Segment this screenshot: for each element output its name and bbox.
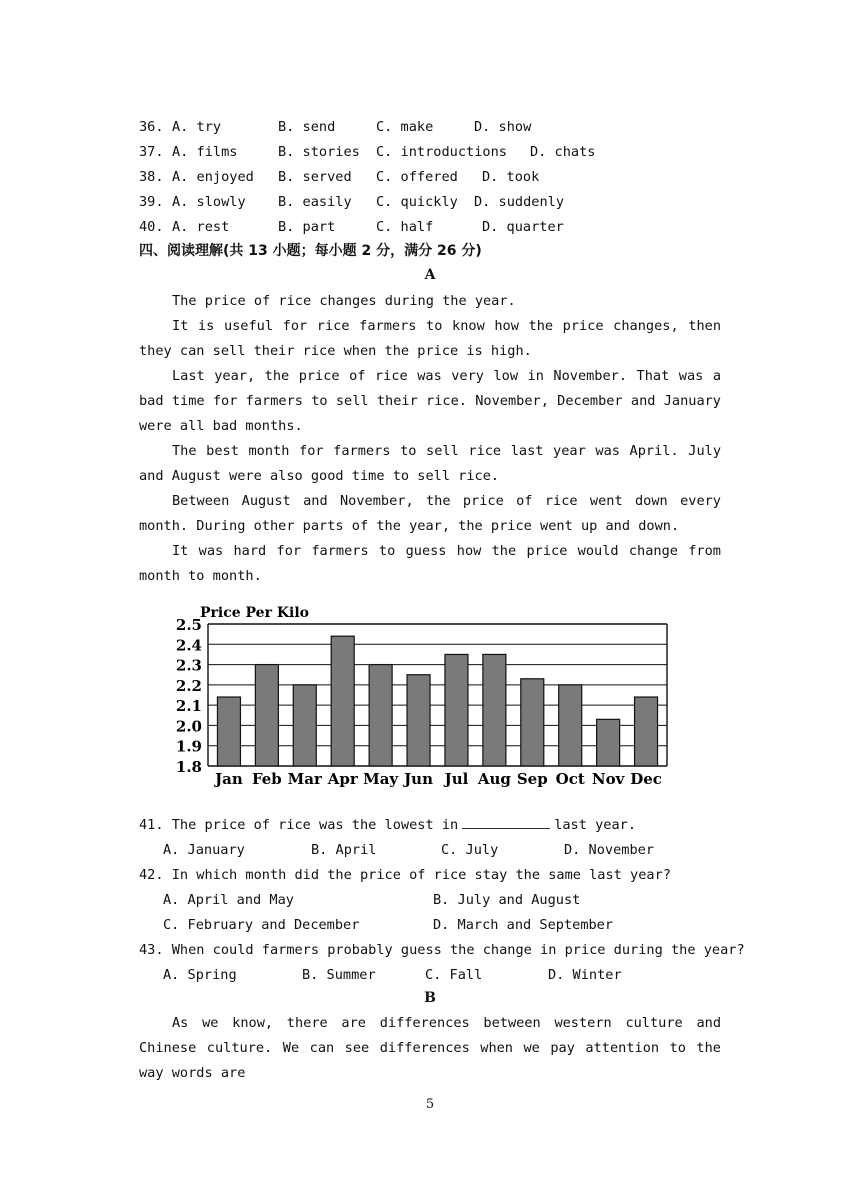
passage-a-paragraph: The best month for farmers to sell rice last year was April. July and August were also good time to sell rice.	[139, 443, 721, 484]
option-a: A. slowly	[172, 194, 246, 210]
passage-a-paragraph: Between August and November, the price of rice went down every month. During other parts of the year, the price went up and down.	[139, 493, 721, 534]
option-c: C. July	[441, 842, 499, 858]
question-41-stem-end: last year.	[554, 817, 637, 833]
page-number: 5	[425, 1097, 435, 1112]
option-b: B. send	[278, 119, 336, 135]
cloze-num: 38.	[139, 169, 164, 185]
bar-sep	[521, 679, 544, 766]
passage-b-paragraph: As we know, there are differences between western culture and Chinese culture. We can see differences when we pay attention to the way words are	[139, 1015, 721, 1081]
option-a: A. films	[172, 144, 238, 160]
option-b: B. Summer	[302, 967, 376, 983]
passage-a-paragraph: Last year, the price of rice was very low in November. That was a bad time for farmers to sell their rice. November, December and January were all bad months.	[139, 368, 721, 434]
option-b: B. April	[311, 842, 377, 858]
option-d: D. took	[482, 169, 540, 185]
option-c: C. half	[376, 219, 434, 235]
chart-title: Price Per Kilo	[200, 605, 309, 621]
bar-feb	[255, 665, 278, 766]
option-d: D. suddenly	[474, 194, 565, 210]
option-d: D. November	[564, 842, 655, 858]
y-axis-ticks	[176, 616, 202, 776]
question-41	[139, 816, 636, 834]
option-c: C. introductions	[376, 144, 507, 160]
x-tick-label: Dec	[630, 770, 662, 788]
price-bar-chart	[160, 598, 680, 798]
y-tick-label: 2.0	[175, 717, 202, 736]
option-d: D. March and September	[433, 917, 614, 933]
x-tick-label: Apr	[327, 770, 358, 788]
option-b: B. July and August	[433, 892, 581, 908]
bar-aug	[483, 654, 506, 766]
option-a: A. try	[172, 119, 222, 135]
option-d: D. show	[474, 119, 532, 135]
passage-a-paragraph: The price of rice changes during the year.	[172, 293, 516, 309]
x-tick-label: Jan	[215, 770, 243, 788]
option-a: A. April and May	[163, 892, 294, 908]
passage-a-paragraph: It was hard for farmers to guess how the price would change from month to month.	[139, 543, 721, 584]
bar-oct	[559, 685, 582, 766]
option-c: C. Fall	[425, 967, 483, 983]
x-tick-label: Sep	[516, 770, 548, 788]
passage-b-heading: B	[424, 990, 436, 1006]
passage-a-heading: A	[424, 267, 436, 283]
question-41-stem: 41. The price of rice was the lowest in	[139, 817, 459, 833]
option-d: D. Winter	[548, 967, 622, 983]
option-a: A. January	[163, 842, 245, 858]
option-d: D. quarter	[482, 219, 564, 235]
cloze-num: 37.	[139, 144, 164, 160]
option-c: C. quickly	[376, 194, 458, 210]
bar-mar	[293, 685, 316, 766]
x-axis-ticks	[213, 770, 662, 788]
option-b: B. easily	[278, 194, 352, 210]
x-tick-label: Jul	[444, 770, 469, 788]
bar-apr	[331, 636, 354, 766]
x-tick-label: Oct	[555, 770, 585, 788]
y-tick-label: 1.9	[175, 737, 202, 756]
x-tick-label: Nov	[591, 770, 625, 788]
y-tick-label: 2.5	[175, 616, 202, 634]
y-tick-label: 1.8	[175, 758, 202, 776]
answer-blank	[462, 816, 550, 829]
chart-bars	[217, 636, 657, 766]
x-tick-label: Jun	[404, 770, 434, 788]
cloze-num: 36.	[139, 119, 164, 135]
bar-jan	[217, 697, 240, 766]
x-tick-label: Aug	[477, 770, 511, 788]
bar-nov	[597, 719, 620, 766]
section-title: 四、阅读理解(共 13 小题；每小题 2 分，满分 26 分)	[139, 243, 482, 259]
question-43: 43. When could farmers probably guess the change in price during the year?	[139, 942, 745, 958]
y-tick-label: 2.1	[175, 697, 202, 716]
option-a: A. Spring	[163, 967, 237, 983]
y-tick-label: 2.2	[175, 676, 202, 695]
x-tick-label: May	[363, 770, 399, 788]
option-d: D. chats	[530, 144, 596, 160]
bar-jun	[407, 675, 430, 766]
option-c: C. make	[376, 119, 434, 135]
option-a: A. enjoyed	[172, 169, 254, 185]
bar-may	[369, 665, 392, 766]
option-c: C. offered	[376, 169, 458, 185]
passage-a-paragraph: It is useful for rice farmers to know how the price changes, then they can sell their rice when the price is high.	[139, 318, 721, 359]
cloze-num: 40.	[139, 219, 164, 235]
bar-jul	[445, 654, 468, 766]
x-tick-label: Feb	[251, 770, 282, 788]
option-b: B. served	[278, 169, 352, 185]
y-tick-label: 2.3	[175, 656, 202, 675]
y-tick-label: 2.4	[175, 636, 202, 655]
option-b: B. stories	[278, 144, 360, 160]
option-a: A. rest	[172, 219, 230, 235]
x-tick-label: Mar	[287, 770, 322, 788]
option-c: C. February and December	[163, 917, 360, 933]
cloze-num: 39.	[139, 194, 164, 210]
bar-dec	[635, 697, 658, 766]
question-42: 42. In which month did the price of rice stay the same last year?	[139, 867, 671, 883]
option-b: B. part	[278, 219, 336, 235]
